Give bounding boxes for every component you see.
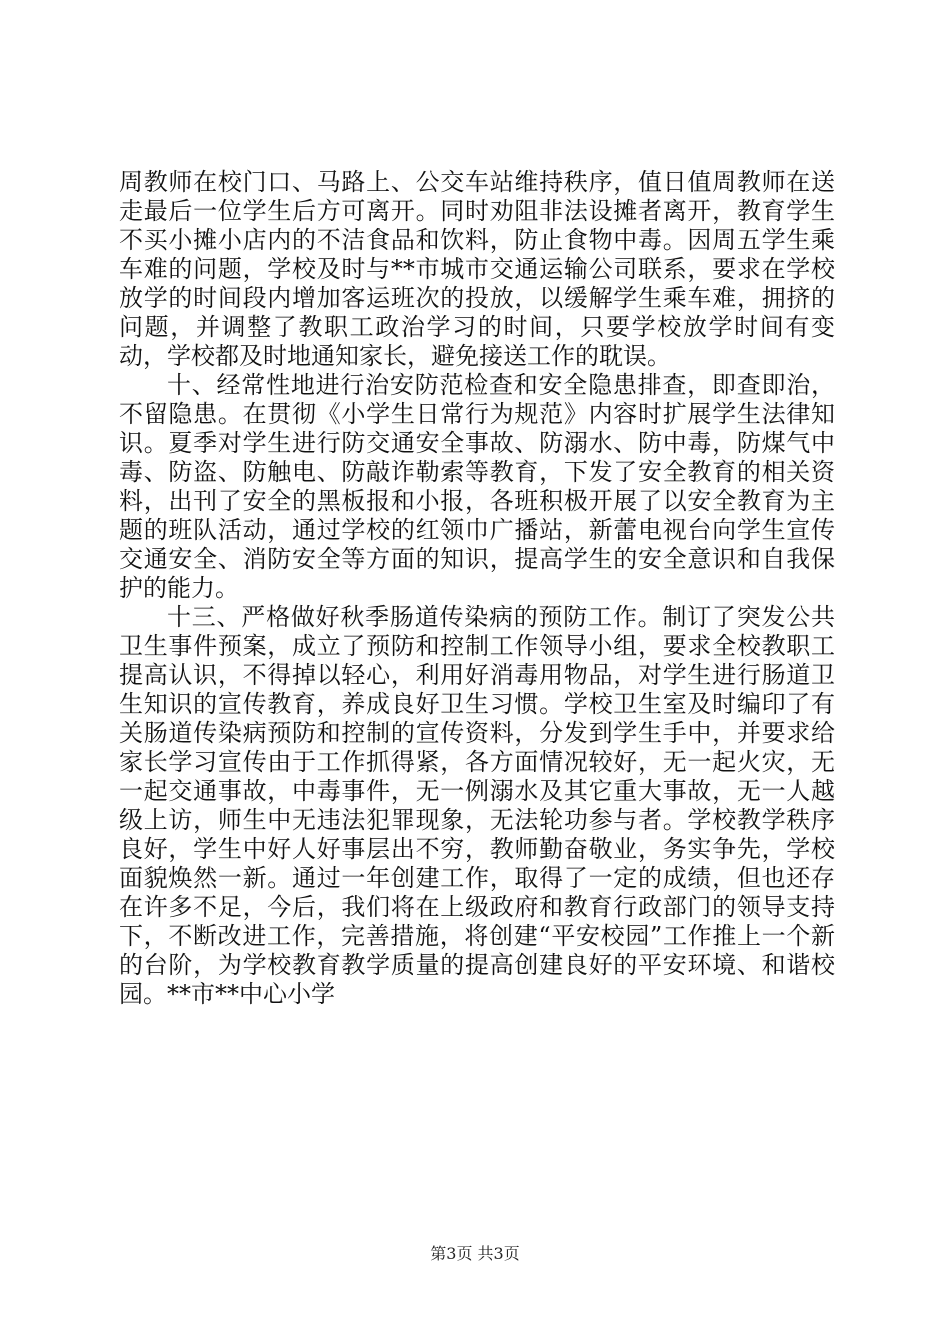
paragraph-item-thirteen: 十三、严格做好秋季肠道传染病的预防工作。制订了突发公共卫生事件预案，成立了预防和控制工作领导小组，要求全校教职工提高认识，不得掉以轻心，利用好消毒用物品，对学生进行肠道卫生知识的宣传教育，养成良好卫生习惯。学校卫生室及时编印了有关肠道传染病预防和控制的宣传资料，分发到学生手中，并要求给家长学习宣传由于工作抓得紧，各方面情况较好，无一起火灾，无一起交通事故，中毒事件，无一例溺水及其它重大事故，无一人越级上访，师生中无违法犯罪现象，无法轮功参与者。学校教学秩序良好，学生中好人好事层出不穷，教师勤奋敬业，务实争先，学校面貌焕然一新。通过一年创建工作，取得了一定的成绩，但也还存在许多不足，今后，我们将在上级政府和教育行政部门的领导支持下，不断改进工作，完善措施，将创建“平安校园”工作推上一个新的台阶，为学校教育教学质量的提高创建良好的平安环境、和谐校园。**市**中心小学 [119,603,835,1008]
paragraph-continued: 周教师在校门口、马路上、公交车站维持秩序，值日值周教师在送走最后一位学生后方可离开。同时劝阻非法设摊者离开，教育学生不买小摊小店内的不洁食品和饮料，防止食物中毒。因周五学生乘车难的问题，学校及时与**市城市交通运输公司联系，要求在学校放学的时间段内增加客运班次的投放，以缓解学生乘车难，拥挤的问题，并调整了教职工政治学习的时间，只要学校放学时间有变动，学校都及时地通知家长，避免接送工作的耽误。 [119,168,835,370]
document-body [119,168,835,1009]
paragraph-item-ten: 十、经常性地进行治安防范检查和安全隐患排查，即查即治，不留隐患。在贯彻《小学生日常行为规范》内容时扩展学生法律知识。夏季对学生进行防交通安全事故、防溺水、防中毒，防煤气中毒、防盗、防触电、防敲诈勒索等教育，下发了安全教育的相关资料，出刊了安全的黑板报和小报，各班积极开展了以安全教育为主题的班队活动，通过学校的红领巾广播站，新蕾电视台向学生宣传交通安全、消防安全等方面的知识，提高学生的安全意识和自我保护的能力。 [119,371,835,602]
page-number-footer: 第3页 共3页 [430,1244,520,1263]
